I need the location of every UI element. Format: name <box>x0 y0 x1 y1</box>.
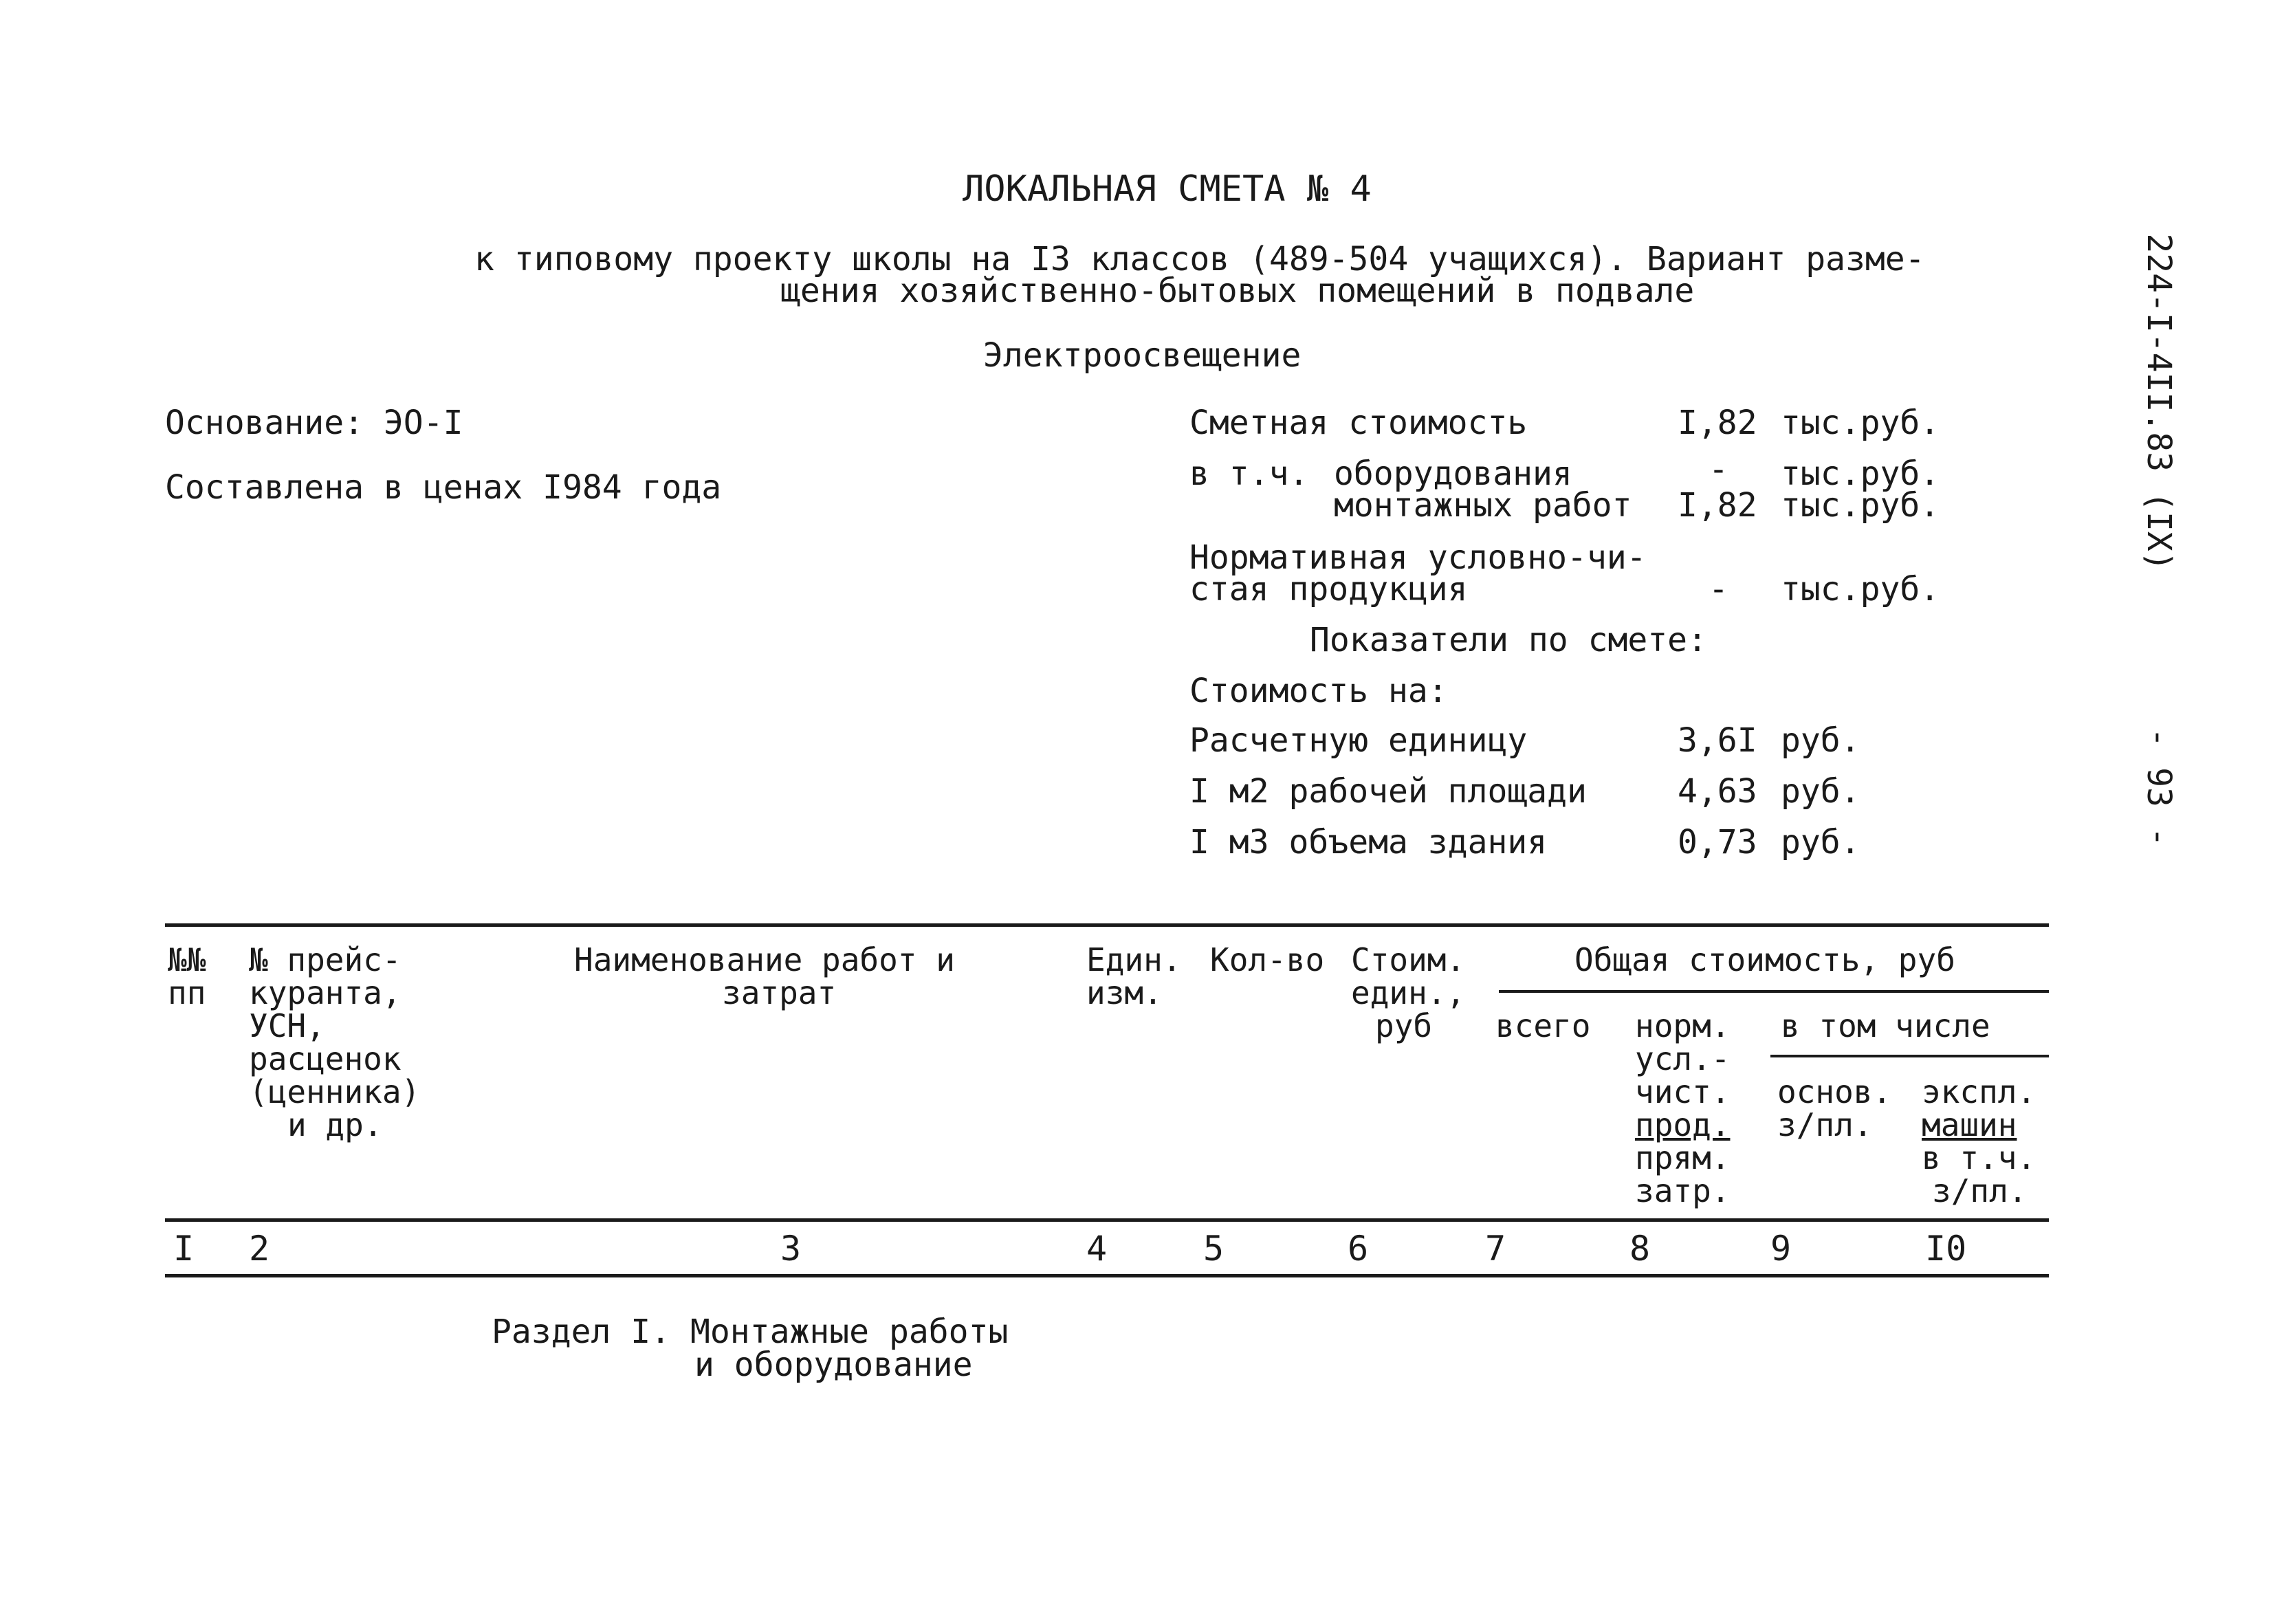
col1-line-2: пп <box>168 974 206 1011</box>
col2-line-5: (ценника) <box>249 1073 421 1110</box>
col-number-6: 6 <box>1348 1229 1369 1269</box>
col3-line-2: затрат <box>722 974 837 1011</box>
col1-line-1: №№ <box>168 941 206 978</box>
installation-value: I,82 <box>1678 486 1757 525</box>
col2-line-1: № прейс- <box>249 941 402 978</box>
col6-line-2: един., <box>1351 974 1466 1011</box>
col6-line-1: Стоим. <box>1351 941 1466 978</box>
m2-cost-unit: руб. <box>1781 772 1860 811</box>
normative-label-line-2: стая продукция <box>1189 570 1468 608</box>
cost-for-label: Стоимость на: <box>1189 672 1448 710</box>
col-number-1: I <box>173 1229 195 1269</box>
col2-line-2: куранта, <box>249 974 402 1011</box>
col8-line-5: прям. <box>1635 1139 1731 1176</box>
unit-cost-unit: руб. <box>1781 721 1860 760</box>
section-name: Электроосвещение <box>983 336 1302 375</box>
col2-line-4: расценок <box>249 1040 402 1077</box>
including-label: в т.ч. <box>1189 454 1309 493</box>
col9-line-2: з/пл. <box>1777 1106 1873 1143</box>
col2-line-3: УСН, <box>249 1007 325 1044</box>
col8-line-3: чист. <box>1635 1073 1731 1110</box>
normative-unit: тыс.руб. <box>1781 570 1940 608</box>
col7-all: всего <box>1495 1007 1591 1044</box>
m3-cost-label: I м3 объема здания <box>1189 823 1548 862</box>
col8-line-6: затр. <box>1635 1172 1731 1209</box>
m3-cost-unit: руб. <box>1781 823 1860 862</box>
estimated-cost-label: Сметная стоимость <box>1189 404 1528 442</box>
col4-line-1: Един. <box>1086 941 1182 978</box>
col-number-9: 9 <box>1770 1229 1792 1269</box>
col4-line-2: изм. <box>1086 974 1163 1011</box>
installation-label: монтажных работ <box>1334 486 1632 525</box>
total-cost-header: Общая стоимость, руб <box>1574 941 1955 978</box>
col-number-8: 8 <box>1629 1229 1651 1269</box>
total-cost-underline <box>1499 990 2049 993</box>
col9-line-1: основ. <box>1777 1073 1892 1110</box>
equipment-unit: тыс.руб. <box>1781 454 1940 493</box>
equipment-label: оборудования <box>1334 454 1572 493</box>
page-number: - 93 - <box>2140 727 2178 847</box>
col8-line-4: прод. <box>1635 1106 1731 1143</box>
col6-line-3: руб <box>1375 1007 1433 1044</box>
subtitle-line-2: щения хозяйственно-бытовых помещений в подвале <box>780 272 1695 310</box>
col2-line-6: и др. <box>287 1106 383 1143</box>
section-heading-line-2: и оборудование <box>694 1346 973 1384</box>
subtitle-line-1: к типовому проекту школы на I3 классов (489-504 учащихся). Вариант разме- <box>474 240 1925 278</box>
col5-header: Кол-во <box>1210 941 1325 978</box>
section-heading-line-1: Раздел I. Монтажные работы <box>492 1313 1009 1351</box>
unit-cost-value: 3,6I <box>1678 721 1757 760</box>
unit-cost-label: Расчетную единицу <box>1189 721 1528 760</box>
col10-line-1: экспл. <box>1922 1073 2036 1110</box>
m2-cost-value: 4,63 <box>1678 772 1757 811</box>
col-number-5: 5 <box>1203 1229 1225 1269</box>
col-number-7: 7 <box>1485 1229 1506 1269</box>
equipment-value: - <box>1709 450 1728 489</box>
normative-value: - <box>1709 570 1728 608</box>
table-header-bottom-rule <box>165 1218 2049 1222</box>
table-top-rule <box>165 923 2049 927</box>
estimated-cost-unit: тыс.руб. <box>1781 404 1940 442</box>
normative-label-line-1: Нормативная условно-чи- <box>1189 538 1647 577</box>
estimated-cost-value: I,82 <box>1678 404 1757 442</box>
including-header: в том числе <box>1781 1007 1990 1044</box>
prices-year-text: Составлена в ценах I984 года <box>165 468 722 507</box>
basis-text: Основание: ЭО-I <box>165 404 463 442</box>
indicators-heading: Показатели по смете: <box>1310 621 1707 659</box>
including-underline <box>1770 1055 2049 1057</box>
m3-cost-value: 0,73 <box>1678 823 1757 862</box>
col8-line-1: норм. <box>1635 1007 1731 1044</box>
table-numbers-bottom-rule <box>165 1274 2049 1277</box>
col-number-10: I0 <box>1925 1229 1967 1269</box>
col-number-4: 4 <box>1086 1229 1108 1269</box>
col-number-2: 2 <box>249 1229 270 1269</box>
col8-line-2: усл.- <box>1635 1040 1731 1077</box>
col3-line-1: Наименование работ и <box>574 941 955 978</box>
side-code: 224-I-4II.83 (IX) <box>2140 233 2178 571</box>
col10-line-2: машин <box>1922 1106 2017 1143</box>
m2-cost-label: I м2 рабочей площади <box>1189 772 1587 811</box>
col10-line-4: з/пл. <box>1932 1172 2028 1209</box>
document-title: ЛОКАЛЬНАЯ СМЕТА № 4 <box>963 168 1372 210</box>
installation-unit: тыс.руб. <box>1781 486 1940 525</box>
col10-line-3: в т.ч. <box>1922 1139 2036 1176</box>
col-number-3: 3 <box>780 1229 802 1269</box>
